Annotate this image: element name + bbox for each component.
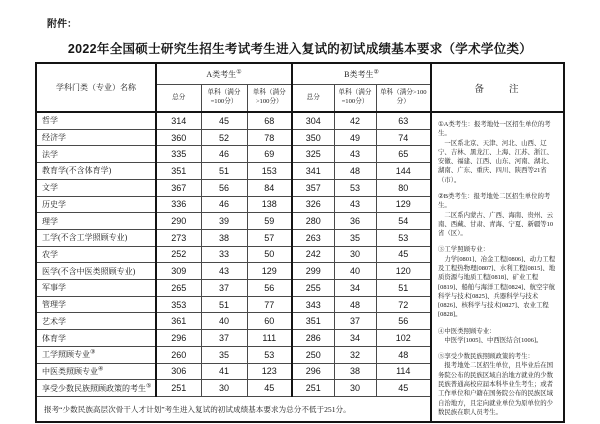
score-cell: 84 bbox=[247, 179, 292, 196]
subject-name: 经济学 bbox=[36, 129, 156, 146]
score-cell: 60 bbox=[247, 313, 292, 330]
col-header-remarks: 备 注 bbox=[431, 63, 564, 112]
score-cell: 38 bbox=[201, 229, 247, 246]
score-cell: 290 bbox=[156, 213, 201, 230]
score-cell: 45 bbox=[247, 380, 292, 397]
score-cell: 335 bbox=[156, 146, 201, 163]
score-cell: 45 bbox=[201, 112, 247, 129]
score-cell: 30 bbox=[334, 246, 376, 263]
score-cell: 53 bbox=[247, 346, 292, 363]
score-cell: 273 bbox=[156, 229, 201, 246]
score-cell: 102 bbox=[376, 330, 431, 347]
score-cell: 52 bbox=[201, 129, 247, 146]
subject-name: 管理学 bbox=[36, 296, 156, 313]
score-cell: 250 bbox=[292, 346, 334, 363]
footnote-mark: ⑤ bbox=[146, 382, 152, 389]
subject-name: 体育学 bbox=[36, 330, 156, 347]
score-cell: 68 bbox=[247, 112, 292, 129]
footnote-mark: ③ bbox=[90, 349, 96, 356]
score-cell: 51 bbox=[201, 163, 247, 180]
remark-line: ②B类考生：报考地处二区招生单位的考生。 bbox=[438, 192, 551, 210]
subject-name: 农学 bbox=[36, 246, 156, 263]
table-footnote: 报考“少数民族高层次骨干人才计划”考生进入复试的初试成绩基本要求为总分不低于251分。 bbox=[36, 396, 431, 422]
score-cell: 53 bbox=[376, 229, 431, 246]
score-cell: 48 bbox=[334, 163, 376, 180]
score-cell: 34 bbox=[334, 330, 376, 347]
remark-line: ③工学照顾专业： bbox=[438, 246, 490, 254]
score-cell: 40 bbox=[201, 313, 247, 330]
score-cell: 51 bbox=[201, 296, 247, 313]
remarks-cell bbox=[431, 112, 564, 422]
score-cell: 74 bbox=[376, 129, 431, 146]
score-cell: 357 bbox=[292, 179, 334, 196]
score-cell: 37 bbox=[334, 313, 376, 330]
subject-name: 工学照顾专业③ bbox=[36, 346, 156, 363]
score-cell: 111 bbox=[247, 330, 292, 347]
score-cell: 48 bbox=[334, 296, 376, 313]
score-cell: 260 bbox=[156, 346, 201, 363]
score-cell: 280 bbox=[292, 213, 334, 230]
score-cell: 37 bbox=[201, 330, 247, 347]
col-header-b-total: 总分 bbox=[292, 85, 334, 113]
score-cell: 59 bbox=[247, 213, 292, 230]
group-a-footnote-mark: ① bbox=[236, 68, 242, 75]
subject-name: 中医类照顾专业④ bbox=[36, 363, 156, 380]
score-cell: 30 bbox=[201, 380, 247, 397]
score-cell: 242 bbox=[292, 246, 334, 263]
score-cell: 314 bbox=[156, 112, 201, 129]
table-row bbox=[36, 112, 564, 129]
score-cell: 40 bbox=[334, 263, 376, 280]
score-cell: 56 bbox=[376, 313, 431, 330]
score-cell: 129 bbox=[247, 263, 292, 280]
col-header-a-total: 总分 bbox=[156, 85, 201, 113]
col-header-group-b bbox=[292, 63, 431, 85]
score-cell: 286 bbox=[292, 330, 334, 347]
score-cell: 48 bbox=[376, 346, 431, 363]
score-cell: 30 bbox=[334, 380, 376, 397]
score-cell: 350 bbox=[292, 129, 334, 146]
score-cell: 63 bbox=[376, 112, 431, 129]
col-header-subject: 学科门类（专业）名称 bbox=[36, 63, 156, 112]
score-cell: 50 bbox=[247, 246, 292, 263]
score-cell: 45 bbox=[376, 246, 431, 263]
score-cell: 35 bbox=[334, 229, 376, 246]
remark-line: 中医学[1005]、中西医结合[1006]。 bbox=[444, 336, 543, 344]
score-cell: 34 bbox=[334, 280, 376, 297]
score-cell: 123 bbox=[247, 363, 292, 380]
score-cell: 38 bbox=[334, 363, 376, 380]
score-cell: 144 bbox=[376, 163, 431, 180]
table-body bbox=[36, 112, 564, 422]
score-cell: 43 bbox=[201, 263, 247, 280]
subject-name: 理学 bbox=[36, 213, 156, 230]
score-cell: 255 bbox=[292, 280, 334, 297]
score-cell: 56 bbox=[247, 280, 292, 297]
score-cell: 296 bbox=[156, 330, 201, 347]
score-requirements-table bbox=[35, 62, 565, 423]
group-a-label: A类考生 bbox=[206, 69, 237, 79]
score-cell: 49 bbox=[334, 129, 376, 146]
group-b-footnote-mark: ② bbox=[373, 68, 379, 75]
score-cell: 33 bbox=[201, 246, 247, 263]
score-cell: 296 bbox=[292, 363, 334, 380]
subject-name: 医学(不含中医类照顾专业) bbox=[36, 263, 156, 280]
score-cell: 42 bbox=[334, 112, 376, 129]
score-cell: 153 bbox=[247, 163, 292, 180]
remark-line: 力学[0801]、冶金工程[0806]、动力工程及工程热物理[0807]、水利工程[0815]、地质资源与地质工程[0818]、矿业工程[0819]、船舶与海洋工程[0824]、航空宇航科学与技术[0825]、兵器科学与技术[0826]、核科学与技术[0827]、农业工程[0828]。 bbox=[438, 255, 556, 319]
score-cell: 41 bbox=[201, 363, 247, 380]
score-cell: 138 bbox=[247, 196, 292, 213]
score-cell: 35 bbox=[201, 346, 247, 363]
score-cell: 351 bbox=[292, 313, 334, 330]
subject-name: 享受少数民族照顾政策的考生⑤ bbox=[36, 380, 156, 397]
col-header-a-single-gt100: 单科（满分>100分） bbox=[247, 85, 292, 113]
remark-line: 二区系内蒙古、广西、海南、贵州、云南、西藏、甘肃、青海、宁夏、新疆等10省（区）。 bbox=[438, 211, 554, 238]
group-b-label: B类考生 bbox=[344, 69, 374, 79]
score-cell: 360 bbox=[156, 129, 201, 146]
col-header-group-a bbox=[156, 63, 292, 85]
score-cell: 265 bbox=[156, 280, 201, 297]
score-cell: 32 bbox=[334, 346, 376, 363]
score-cell: 43 bbox=[334, 196, 376, 213]
score-cell: 367 bbox=[156, 179, 201, 196]
score-cell: 57 bbox=[247, 229, 292, 246]
score-cell: 46 bbox=[201, 196, 247, 213]
remark-line: ④中医类照顾专业： bbox=[438, 327, 496, 335]
remark-line: ⑤享受少数民族照顾政策的考生： bbox=[438, 353, 534, 361]
page-title: 2022年全国硕士研究生招生考试考生进入复试的初试成绩基本要求（学术学位类） bbox=[67, 42, 533, 56]
col-header-a-single-100: 单科（满分=100分） bbox=[201, 85, 247, 113]
score-cell: 343 bbox=[292, 296, 334, 313]
score-cell: 120 bbox=[376, 263, 431, 280]
score-cell: 309 bbox=[156, 263, 201, 280]
score-cell: 114 bbox=[376, 363, 431, 380]
score-cell: 251 bbox=[156, 380, 201, 397]
score-cell: 56 bbox=[201, 179, 247, 196]
score-cell: 304 bbox=[292, 112, 334, 129]
score-cell: 45 bbox=[376, 380, 431, 397]
subject-name: 工学(不含工学照顾专业) bbox=[36, 229, 156, 246]
score-cell: 54 bbox=[376, 213, 431, 230]
score-cell: 69 bbox=[247, 146, 292, 163]
score-cell: 252 bbox=[156, 246, 201, 263]
score-cell: 361 bbox=[156, 313, 201, 330]
score-cell: 80 bbox=[376, 179, 431, 196]
score-cell: 53 bbox=[334, 179, 376, 196]
score-cell: 39 bbox=[201, 213, 247, 230]
footnote-mark: ④ bbox=[98, 366, 104, 373]
score-cell: 263 bbox=[292, 229, 334, 246]
score-cell: 326 bbox=[292, 196, 334, 213]
score-cell: 336 bbox=[156, 196, 201, 213]
subject-name: 哲学 bbox=[36, 112, 156, 129]
col-header-b-single-100: 单科（满分=100分） bbox=[334, 85, 376, 113]
score-cell: 325 bbox=[292, 146, 334, 163]
score-cell: 72 bbox=[376, 296, 431, 313]
subject-name: 文学 bbox=[36, 179, 156, 196]
score-cell: 299 bbox=[292, 263, 334, 280]
score-cell: 51 bbox=[376, 280, 431, 297]
score-cell: 341 bbox=[292, 163, 334, 180]
score-cell: 251 bbox=[292, 380, 334, 397]
score-cell: 351 bbox=[156, 163, 201, 180]
subject-name: 历史学 bbox=[36, 196, 156, 213]
score-cell: 65 bbox=[376, 146, 431, 163]
remark-line: 一区系北京、天津、河北、山西、辽宁、吉林、黑龙江、上海、江苏、浙江、安徽、福建、江西、山东、河南、湖北、湖南、广东、重庆、四川、陕西等21省（市）。 bbox=[438, 139, 554, 184]
subject-name: 法学 bbox=[36, 146, 156, 163]
attachment-label: 附件： bbox=[47, 19, 77, 30]
score-cell: 353 bbox=[156, 296, 201, 313]
score-cell: 129 bbox=[376, 196, 431, 213]
score-cell: 37 bbox=[201, 280, 247, 297]
subject-name: 军事学 bbox=[36, 280, 156, 297]
remark-line: 报考地处二区招生单位，且毕业后在国务院公布的民族区域自治地方就业的少数民族普通高校应届本科毕业生考生；或者工作单位和户籍在国务院公布的民族区域自治地方，且定向就业单位为原单位的少数民族在职人员考生。 bbox=[438, 362, 554, 416]
remark-line: ①A类考生：报考地处一区招生单位的考生。 bbox=[438, 121, 551, 138]
col-header-b-single-gt100: 单科（满分>100分） bbox=[376, 85, 431, 113]
subject-name: 教育学(不含体育学) bbox=[36, 163, 156, 180]
score-cell: 43 bbox=[334, 146, 376, 163]
score-cell: 46 bbox=[201, 146, 247, 163]
score-cell: 36 bbox=[334, 213, 376, 230]
score-cell: 77 bbox=[247, 296, 292, 313]
score-cell: 78 bbox=[247, 129, 292, 146]
subject-name: 艺术学 bbox=[36, 313, 156, 330]
score-cell: 306 bbox=[156, 363, 201, 380]
